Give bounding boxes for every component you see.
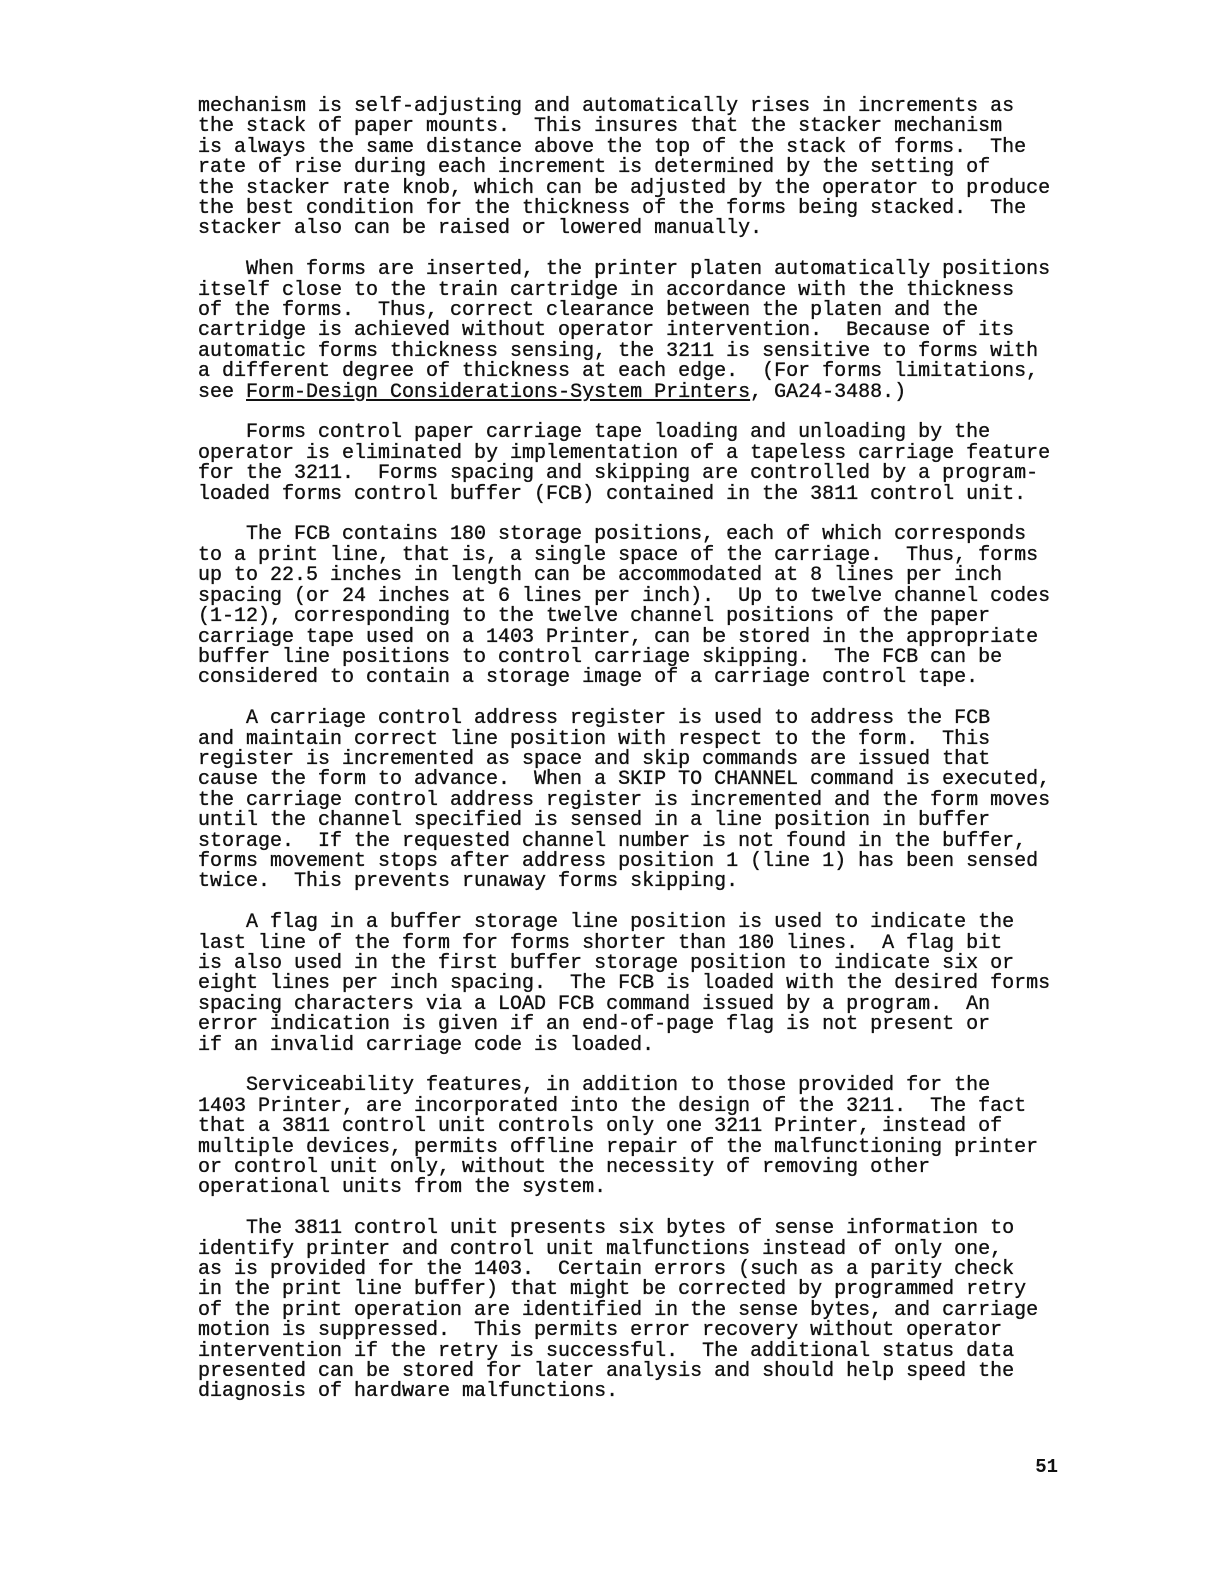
- text-line: 1403 Printer, are incorporated into the design of the 3211. The fact: [198, 1094, 1027, 1118]
- text-line: carriage tape used on a 1403 Printer, can be stored in the appropriate: [198, 625, 1039, 649]
- text-line: in the print line buffer) that might be corrected by programmed retry: [198, 1278, 1027, 1302]
- publication-title: Form-Design Considerations-System Printers: [246, 380, 751, 404]
- text-line: cartridge is achieved without operator intervention. Because of its: [198, 319, 1015, 343]
- publication-number: , GA24-3488.): [750, 380, 907, 404]
- text-line: rate of rise during each increment is determined by the setting of: [198, 156, 991, 180]
- text-line: motion is suppressed. This permits error recovery without operator: [198, 1319, 1003, 1343]
- paragraph: [198, 423, 1078, 505]
- paragraph: [198, 913, 1078, 1056]
- text-line: is always the same distance above the top of the stack of forms. The: [198, 135, 1027, 159]
- text-line: of the print operation are identified in the sense bytes, and carriage: [198, 1298, 1039, 1322]
- text-line: is also used in the first buffer storage position to indicate six or: [198, 951, 1015, 975]
- text-line: storage. If the requested channel number is not found in the buffer,: [198, 829, 1027, 853]
- text-line: Serviceability features, in addition to those provided for the: [198, 1074, 991, 1098]
- text-line: twice. This prevents runaway forms skipping.: [198, 870, 739, 894]
- text-line: a different degree of thickness at each edge. (For forms limitations,: [198, 360, 1039, 384]
- text-line: A carriage control address register is used to address the FCB: [198, 707, 991, 731]
- paragraph: [198, 709, 1078, 893]
- text-line: operational units from the system.: [198, 1176, 607, 1200]
- text-line: cause the form to advance. When a SKIP TO CHANNEL command is executed,: [198, 768, 1051, 792]
- text-line: intervention if the retry is successful. The additional status data: [198, 1339, 1015, 1363]
- text-line: multiple devices, permits offline repair of the malfunctioning printer: [198, 1135, 1039, 1159]
- text-line: stacker also can be raised or lowered manually.: [198, 217, 763, 241]
- text-line: the best condition for the thickness of the forms being stacked. The: [198, 197, 1027, 221]
- text-line: the carriage control address register is incremented and the form moves: [198, 788, 1051, 812]
- text-line: operator is eliminated by implementation of a tapeless carriage feature: [198, 441, 1051, 465]
- text-line: The FCB contains 180 storage positions, each of which corresponds: [198, 523, 1027, 547]
- text-line: The 3811 control unit presents six bytes of sense information to: [198, 1217, 1015, 1241]
- text-line: spacing characters via a LOAD FCB command issued by a program. An: [198, 992, 991, 1016]
- text-line: see: [198, 380, 247, 404]
- text-line: up to 22.5 inches in length can be accommodated at 8 lines per inch: [198, 564, 1003, 588]
- text-line: When forms are inserted, the printer platen automatically positions: [198, 258, 1051, 282]
- text-line: automatic forms thickness sensing, the 3211 is sensitive to forms with: [198, 339, 1039, 363]
- text-line: presented can be stored for later analysis and should help speed the: [198, 1360, 1015, 1384]
- text-line: if an invalid carriage code is loaded.: [198, 1033, 655, 1057]
- text-line: last line of the form for forms shorter than 180 lines. A flag bit: [198, 931, 1003, 955]
- text-line: the stack of paper mounts. This insures that the stacker mechanism: [198, 115, 1003, 139]
- text-line: A flag in a buffer storage line position is used to indicate the: [198, 911, 1015, 935]
- paragraph: [198, 260, 1078, 403]
- page-number: 51: [1035, 1456, 1058, 1478]
- text-line: of the forms. Thus, correct clearance between the platen and the: [198, 299, 979, 323]
- text-line: register is incremented as space and skip commands are issued that: [198, 747, 991, 771]
- text-line: for the 3211. Forms spacing and skipping are controlled by a program-: [198, 462, 1039, 486]
- text-line: diagnosis of hardware malfunctions.: [198, 1380, 619, 1404]
- paragraph: [198, 525, 1078, 688]
- paragraph: [198, 1076, 1078, 1198]
- text-line: or control unit only, without the necessity of removing other: [198, 1156, 931, 1180]
- text-line: forms movement stops after address position 1 (line 1) has been sensed: [198, 849, 1039, 873]
- text-line: as is provided for the 1403. Certain errors (such as a parity check: [198, 1258, 1015, 1282]
- text-line: to a print line, that is, a single space of the carriage. Thus, forms: [198, 543, 1039, 567]
- paragraph: [198, 1219, 1078, 1403]
- text-line: and maintain correct line position with respect to the form. This: [198, 727, 991, 751]
- text-line: error indication is given if an end-of-page flag is not present or: [198, 1013, 991, 1037]
- text-line: Forms control paper carriage tape loading and unloading by the: [198, 421, 991, 445]
- text-line: mechanism is self-adjusting and automatically rises in increments as: [198, 95, 1015, 118]
- text-line: considered to contain a storage image of a carriage control tape.: [198, 666, 979, 690]
- text-line: spacing (or 24 inches at 6 lines per inch). Up to twelve channel codes: [198, 584, 1051, 608]
- body-text: [198, 97, 1078, 1423]
- text-line: that a 3811 control unit controls only one 3211 Printer, instead of: [198, 1115, 1003, 1139]
- text-line: buffer line positions to control carriage skipping. The FCB can be: [198, 645, 1003, 669]
- text-line: the stacker rate knob, which can be adjusted by the operator to produce: [198, 176, 1051, 200]
- text-line: eight lines per inch spacing. The FCB is loaded with the desired forms: [198, 972, 1051, 996]
- text-line: identify printer and control unit malfunctions instead of only one,: [198, 1237, 1003, 1261]
- paragraph: [198, 97, 1078, 240]
- text-line: (1-12), corresponding to the twelve channel positions of the paper: [198, 605, 991, 629]
- text-line: loaded forms control buffer (FCB) contained in the 3811 control unit.: [198, 482, 1027, 506]
- text-line: itself close to the train cartridge in accordance with the thickness: [198, 278, 1015, 302]
- text-line: until the channel specified is sensed in a line position in buffer: [198, 809, 991, 833]
